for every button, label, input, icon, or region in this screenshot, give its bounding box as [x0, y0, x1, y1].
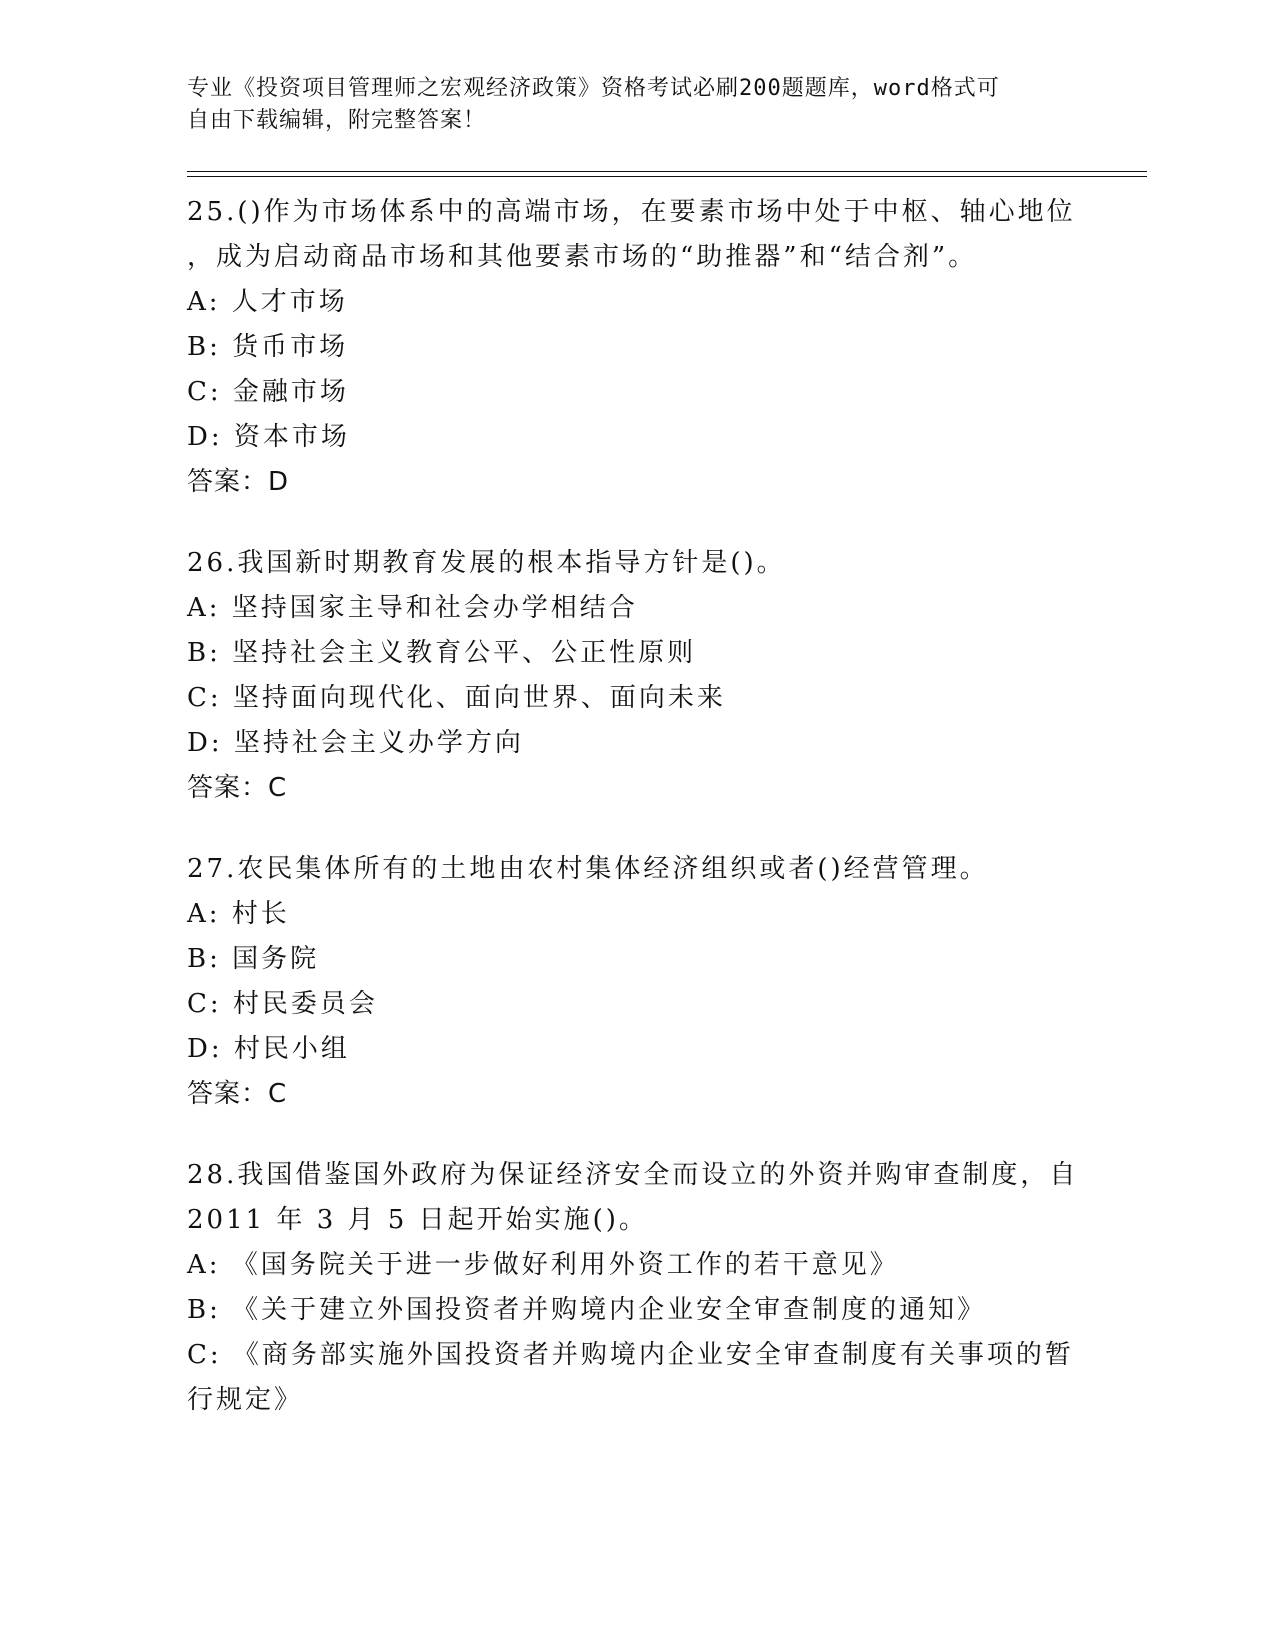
option-d: D: 资本市场: [187, 422, 350, 452]
option-b: B: 货币市场: [187, 332, 349, 362]
option-d: D: 村民小组: [187, 1034, 350, 1064]
answer-line: 答案：C: [187, 773, 288, 803]
answer-line: 答案：D: [187, 467, 290, 497]
question-list: [187, 190, 1087, 1459]
option-c-continued: 行规定》: [187, 1385, 304, 1415]
question-stem: [187, 190, 1087, 280]
option-a: A: 坚持国家主导和社会办学相结合: [187, 593, 638, 623]
header-line-2: 自由下载编辑，附完整答案！: [187, 108, 487, 133]
question-stem: [187, 847, 1087, 892]
stem-line: ，成为启动商品市场和其他要素市场的“助推器”和“结合剂”。: [187, 242, 978, 272]
option-b: B: 坚持社会主义教育公平、公正性原则: [187, 638, 697, 668]
question-27: [187, 847, 1087, 1117]
header-rule-top: [187, 171, 1147, 172]
document-header: [187, 73, 1087, 137]
question-28: [187, 1153, 1087, 1423]
option-a: A: 村长: [187, 899, 290, 929]
header-rule-bottom: [187, 176, 1147, 177]
stem-line: 28.我国借鉴国外政府为保证经济安全而设立的外资并购审查制度，自: [187, 1160, 1079, 1190]
option-c: C: 金融市场: [187, 377, 349, 407]
question-26: [187, 541, 1087, 811]
option-a: A: 人才市场: [187, 287, 348, 317]
option-a: A: 《国务院关于进一步做好利用外资工作的若干意见》: [187, 1250, 899, 1280]
option-c: C: 村民委员会: [187, 989, 378, 1019]
answer-line: 答案：C: [187, 1079, 288, 1109]
option-b: B: 国务院: [187, 944, 320, 974]
option-d: D: 坚持社会主义办学方向: [187, 728, 524, 758]
option-c: C: 《商务部实施外国投资者并购境内企业安全审查制度有关事项的暂: [187, 1340, 1074, 1370]
stem-line: 2011 年 3 月 5 日起开始实施()。: [187, 1205, 648, 1235]
stem-line: 26.我国新时期教育发展的根本指导方针是()。: [187, 548, 786, 578]
question-stem: [187, 541, 1087, 586]
option-b: B: 《关于建立外国投资者并购境内企业安全审查制度的通知》: [187, 1295, 987, 1325]
question-25: [187, 190, 1087, 505]
question-stem: [187, 1153, 1087, 1243]
header-line-1: 专业《投资项目管理师之宏观经济政策》资格考试必刷200题题库，word格式可: [187, 76, 1000, 101]
stem-line: 27.农民集体所有的土地由农村集体经济组织或者()经营管理。: [187, 854, 989, 884]
stem-line: 25.()作为市场体系中的高端市场，在要素市场中处于中枢、轴心地位: [187, 197, 1076, 227]
option-c: C: 坚持面向现代化、面向世界、面向未来: [187, 683, 726, 713]
